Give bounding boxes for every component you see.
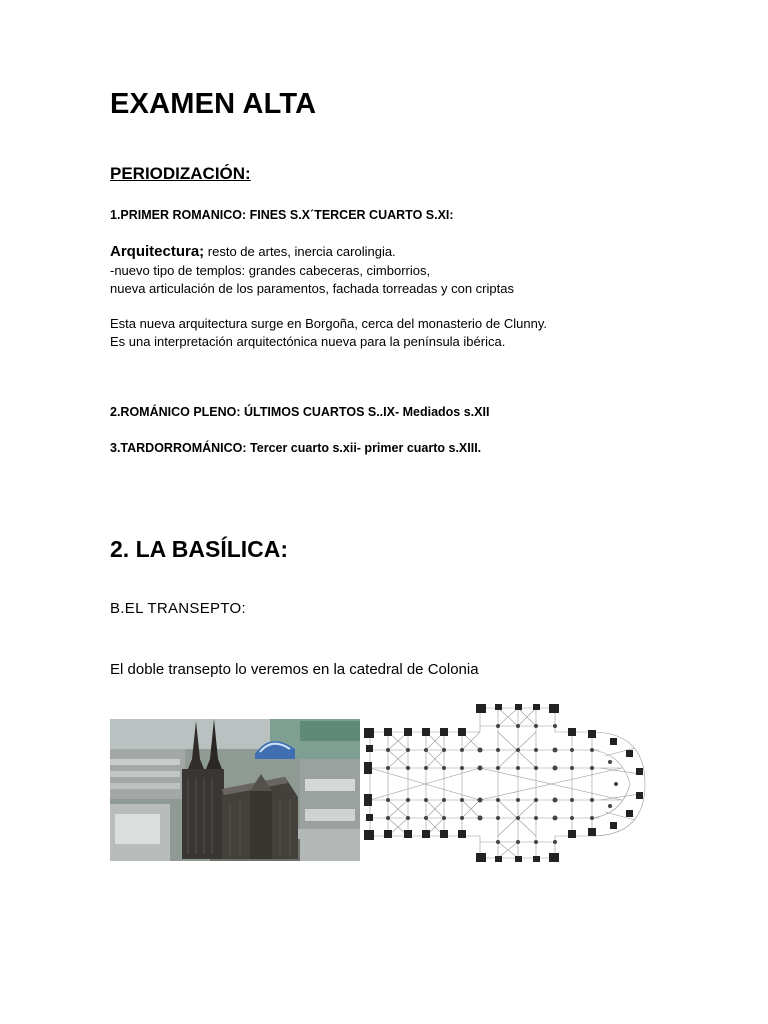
- page-title: EXAMEN ALTA: [110, 88, 317, 120]
- body-line-2: -nuevo tipo de templos: grandes cabeceras, cimborrios,: [110, 263, 431, 278]
- body-line-4: Esta nueva arquitectura surge en Borgoña, cerca del monasterio de Clunny.: [110, 316, 547, 331]
- arquitectura-line: [110, 243, 396, 260]
- section-heading-basilica: 2. LA BASÍLICA:: [110, 536, 289, 562]
- cologne-cathedral-aerial-photo-icon: [110, 719, 360, 861]
- subheading-transepto: B.EL TRANSEPTO:: [110, 600, 246, 617]
- arquitectura-label: Arquitectura;: [110, 243, 205, 260]
- colonia-text: El doble transepto lo veremos en la catedral de Colonia: [110, 661, 479, 678]
- body-line-5: Es una interpretación arquitectónica nueva para la península ibérica.: [110, 334, 506, 349]
- body-line-3: nueva articulación de los paramentos, fachada torreadas y con criptas: [110, 281, 514, 296]
- period-item-3: 3.TARDORROMÁNICO: Tercer cuarto s.xii- primer cuarto s.XIII.: [110, 441, 482, 455]
- period-item-2: 2.ROMÁNICO PLENO: ÚLTIMOS CUARTOS S..IX- Mediados s.XII: [110, 405, 490, 419]
- period-item-1: 1.PRIMER ROMANICO: FINES S.X´TERCER CUARTO S.XI:: [110, 208, 454, 222]
- arquitectura-text: resto de artes, inercia carolingia.: [204, 244, 396, 259]
- section-heading-periodizacion: PERIODIZACIÓN:: [110, 164, 251, 183]
- cathedral-floor-plan-icon: [360, 704, 650, 862]
